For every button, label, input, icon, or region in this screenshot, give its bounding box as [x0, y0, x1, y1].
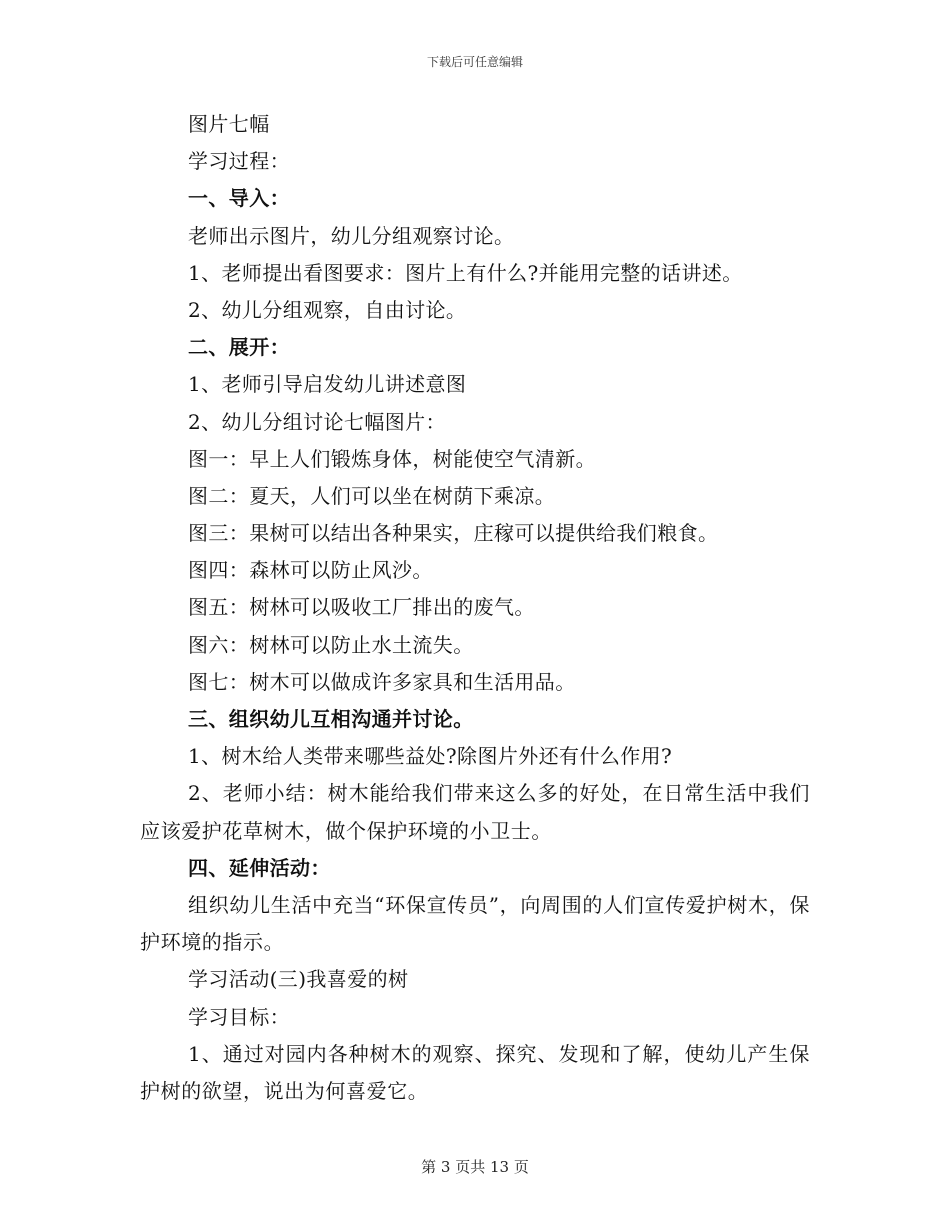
paragraph: 1、通过对园内各种树木的观察、探究、发现和了解，使幼儿产生保护树的欲望，说出为何喜爱它。 — [140, 1041, 810, 1103]
text-line: 1、老师引导启发幼儿讲述意图 — [188, 372, 467, 397]
paragraph: 2、老师小结：树木能给我们带来这么多的好处，在日常生活中我们应该爱护花草树木，做个保护环境的小卫士。 — [140, 781, 810, 843]
section-heading: 一、导入： — [188, 186, 290, 211]
text-line: 图三：果树可以结出各种果实，庄稼可以提供给我们粮食。 — [188, 521, 719, 546]
text-line: 图五：树林可以吸收工厂排出的废气。 — [188, 595, 535, 620]
text-line: 图六：树林可以防止水土流失。 — [188, 632, 474, 657]
text-line: 1、树木给人类带来哪些益处?除图片外还有什么作用? — [188, 744, 673, 769]
text-line: 图一：早上人们锻炼身体，树能使空气清新。 — [188, 446, 596, 471]
text-line: 图二：夏天，人们可以坐在树荫下乘凉。 — [188, 483, 556, 508]
text-line: 老师出示图片，幼儿分组观察讨论。 — [188, 223, 515, 248]
text-line: 2、幼儿分组讨论七幅图片： — [188, 409, 446, 434]
text-line: 学习过程： — [188, 149, 290, 174]
text-line: 图四：森林可以防止风沙。 — [188, 558, 433, 583]
text-line: 1、老师提出看图要求：图片上有什么?并能用完整的话讲述。 — [188, 260, 743, 285]
text-line: 图片七幅 — [188, 112, 270, 136]
page-number: 第 3 页共 13 页 — [421, 1158, 529, 1176]
document-body — [140, 106, 810, 1110]
section-heading: 四、延伸活动： — [188, 855, 331, 880]
paragraph: 组织幼儿生活中充当“环保宣传员”，向周围的人们宣传爱护树木，保护环境的指示。 — [140, 892, 810, 955]
text-line: 学习目标： — [188, 1004, 290, 1029]
text-line: 2、幼儿分组观察，自由讨论。 — [188, 297, 467, 322]
text-line: 学习活动(三)我喜爱的树 — [188, 967, 409, 992]
text-line: 图七：树木可以做成许多家具和生活用品。 — [188, 669, 576, 694]
section-heading: 三、组织幼儿互相沟通并讨论。 — [188, 707, 474, 731]
section-heading: 二、展开： — [188, 335, 290, 360]
page-header-note: 下载后可任意编辑 — [426, 55, 523, 69]
